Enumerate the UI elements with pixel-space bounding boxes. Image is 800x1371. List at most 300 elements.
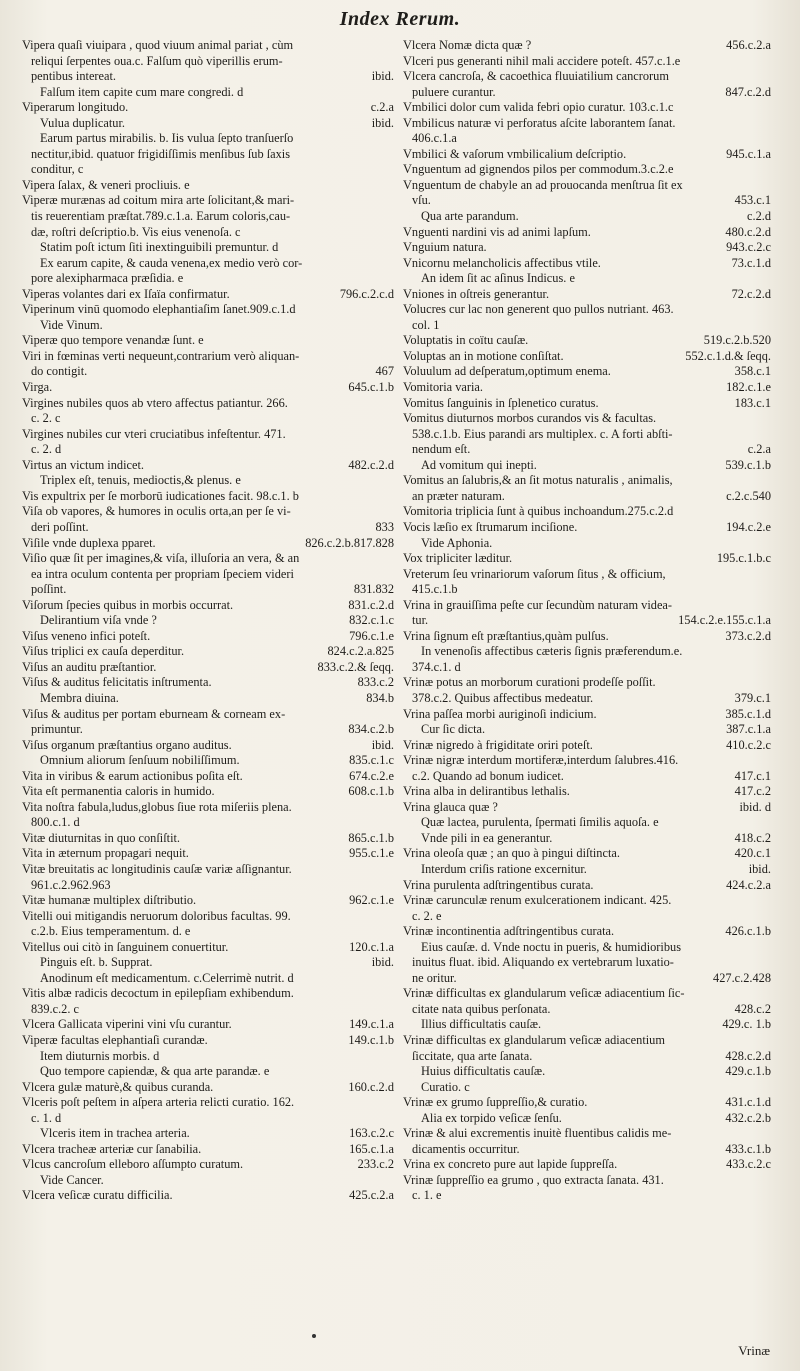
entry-text: Vomitus ſanguinis in ſplenetico curatus. bbox=[403, 395, 599, 410]
entry-line bbox=[403, 1111, 771, 1127]
page-reference: 645.c.1.b bbox=[348, 380, 394, 395]
entry-text: Vnicornu melancholicis affectibus vtile. bbox=[403, 255, 601, 270]
index-entry bbox=[403, 1157, 771, 1173]
page-reference: c.2.c.540 bbox=[726, 488, 771, 503]
index-entry bbox=[403, 862, 771, 878]
entry-line bbox=[403, 380, 771, 396]
entry-text: Vitelli oui mitigandis neruorum doloribus facultas. 99. bbox=[22, 908, 291, 923]
entry-line bbox=[403, 660, 771, 676]
entry-line bbox=[403, 815, 771, 831]
entry-line bbox=[22, 738, 394, 754]
page-reference: 480.c.2.d bbox=[725, 224, 771, 239]
page-reference: 539.c.1.b bbox=[725, 457, 771, 472]
entry-line bbox=[22, 893, 394, 909]
entry-text: Quo tempore capiendæ, & qua arte parandæ. e bbox=[40, 1064, 270, 1079]
page-reference: 410.c.2.c bbox=[726, 737, 771, 752]
page-reference: 433.c.2.c bbox=[726, 1157, 771, 1172]
page-reference: 428.c.2 bbox=[734, 1001, 771, 1016]
page-reference: 385.c.1.d bbox=[725, 706, 771, 721]
index-entry bbox=[403, 598, 771, 629]
entry-line bbox=[403, 940, 771, 956]
index-entry bbox=[22, 489, 394, 505]
index-entry bbox=[403, 1173, 771, 1204]
entry-text: Vreterum ſeu vrinariorum vaſorum ſitus , & officium, bbox=[403, 566, 666, 581]
index-entry bbox=[22, 1064, 394, 1080]
entry-line bbox=[403, 1017, 771, 1033]
entry-text: Vrinæ difficultas ex glandularum veſicæ adiacentium bbox=[403, 1033, 665, 1047]
index-entry bbox=[403, 753, 771, 784]
index-entry bbox=[403, 69, 771, 100]
entry-text: Vlceris item in trachea arteria. bbox=[40, 1126, 190, 1141]
index-entry bbox=[403, 1126, 771, 1157]
entry-line bbox=[22, 1064, 394, 1080]
index-entry bbox=[403, 240, 771, 256]
entry-text: do contigit. bbox=[31, 364, 88, 379]
page-reference: 387.c.1.a bbox=[726, 722, 771, 737]
entry-line bbox=[403, 193, 771, 209]
index-entry bbox=[22, 769, 394, 785]
entry-text: pentibus intereat. bbox=[31, 69, 117, 84]
index-entry bbox=[403, 100, 771, 116]
entry-line bbox=[403, 69, 771, 85]
entry-line bbox=[22, 302, 394, 318]
index-entry bbox=[22, 349, 394, 380]
index-entry bbox=[22, 1033, 394, 1049]
entry-text: Vrinæ difficultas ex glandularum veſicæ adiacentium ſic- bbox=[403, 986, 685, 1001]
entry-text: Viperas volantes dari ex Iſaïa confirmatur. bbox=[22, 286, 230, 301]
index-entry bbox=[22, 380, 394, 396]
page-reference: 945.c.1.a bbox=[726, 146, 771, 161]
index-entry bbox=[403, 54, 771, 70]
entry-text: an præter naturam. bbox=[412, 488, 505, 503]
page-reference: ibid. bbox=[371, 955, 394, 970]
entry-line bbox=[22, 862, 394, 878]
index-entry bbox=[403, 893, 771, 924]
entry-line bbox=[22, 878, 394, 894]
entry-text: Vrinæ nigredo à frigiditate oriri poteſt. bbox=[403, 737, 593, 752]
index-entry bbox=[22, 691, 394, 707]
index-entry bbox=[403, 271, 771, 287]
entry-line bbox=[403, 333, 771, 349]
page-reference: 72.c.2.d bbox=[731, 286, 771, 301]
entry-line bbox=[22, 100, 394, 116]
entry-line bbox=[403, 924, 771, 940]
entry-line bbox=[22, 769, 394, 785]
page-reference: 426.c.1.b bbox=[725, 924, 771, 939]
entry-line bbox=[22, 675, 394, 691]
page-reference: 433.c.1.b bbox=[725, 1141, 771, 1156]
index-entry bbox=[403, 940, 771, 987]
index-entry bbox=[403, 924, 771, 940]
entry-line bbox=[403, 971, 771, 987]
entry-line bbox=[403, 209, 771, 225]
entry-text: Vrina ſignum eſt præſtantius,quàm pulſus. bbox=[403, 628, 609, 643]
index-entry bbox=[22, 707, 394, 738]
index-entry bbox=[403, 520, 771, 536]
page-reference: 429.c.1.b bbox=[725, 1064, 771, 1079]
entry-line bbox=[403, 878, 771, 894]
entry-text: Vlcera tracheæ arteriæ cur ſanabilia. bbox=[22, 1141, 202, 1156]
index-entry bbox=[403, 380, 771, 396]
entry-line bbox=[403, 955, 771, 971]
entry-text: 406.c.1.a bbox=[412, 131, 457, 146]
entry-line bbox=[403, 287, 771, 303]
entry-line bbox=[22, 971, 394, 987]
page-reference: 424.c.2.a bbox=[726, 877, 771, 892]
entry-text: Vomitus an ſalubris,& an ſit motus naturalis , animalis, bbox=[403, 473, 673, 488]
entry-line bbox=[22, 1080, 394, 1096]
page-reference: c.2.a bbox=[370, 100, 394, 115]
page-reference: c.2.a bbox=[747, 442, 771, 457]
entry-text: Vomitoria varia. bbox=[403, 380, 483, 395]
entry-line bbox=[22, 380, 394, 396]
index-entry bbox=[22, 116, 394, 132]
page-reference: 847.c.2.d bbox=[725, 84, 771, 99]
entry-text: 961.c.2.962.963 bbox=[31, 877, 111, 892]
index-entry bbox=[403, 116, 771, 147]
index-entry bbox=[22, 675, 394, 691]
entry-text: citate nata quibus perſonata. bbox=[412, 1001, 551, 1016]
entry-text: 374.c.1. d bbox=[412, 659, 461, 674]
page-reference: 120.c.1.a bbox=[349, 939, 394, 954]
entry-text: Vnguentum ad gignendos pilos per commodum.3.c.2.e bbox=[403, 162, 674, 177]
entry-line bbox=[22, 1157, 394, 1173]
entry-line bbox=[22, 582, 394, 598]
entry-line bbox=[403, 862, 771, 878]
index-entry bbox=[403, 800, 771, 816]
index-entry bbox=[22, 1017, 394, 1033]
entry-line bbox=[403, 396, 771, 412]
entry-text: Vniones in oſtreis generantur. bbox=[403, 286, 550, 301]
entry-text: Vlceri pus generanti nihil mali accidere poteſt. 457.c.1.e bbox=[403, 53, 681, 68]
entry-text: c. 1. d bbox=[31, 1110, 62, 1125]
index-entry bbox=[22, 1126, 394, 1142]
entry-text: Vnguium natura. bbox=[403, 240, 487, 255]
page-reference: 73.c.1.d bbox=[731, 255, 771, 270]
index-entry bbox=[403, 1111, 771, 1127]
entry-text: pore alexipharmaca præſidia. e bbox=[31, 271, 184, 286]
entry-line bbox=[22, 598, 394, 614]
entry-line bbox=[403, 1033, 771, 1049]
entry-text: 800.c.1. d bbox=[31, 815, 80, 830]
entry-line bbox=[403, 225, 771, 241]
entry-line bbox=[403, 1049, 771, 1065]
index-entry bbox=[22, 1188, 394, 1204]
index-entry bbox=[403, 458, 771, 474]
entry-text: Vita noſtra fabula,ludus,globus ſiue rota miſeriis plena. bbox=[22, 799, 292, 814]
entry-line bbox=[403, 131, 771, 147]
entry-text: Virga. bbox=[22, 380, 53, 395]
page-reference: 943.c.2.c bbox=[726, 240, 771, 255]
index-entry bbox=[403, 473, 771, 504]
index-entry bbox=[403, 831, 771, 847]
index-entry bbox=[403, 815, 771, 831]
entry-text: Viſus & auditus felicitatis inſtrumenta. bbox=[22, 675, 212, 690]
page-reference: 428.c.2.d bbox=[725, 1048, 771, 1063]
entry-text: Vox tripliciter læditur. bbox=[403, 551, 513, 566]
index-entry bbox=[403, 1080, 771, 1096]
entry-text: Interdum criſis ratione excernitur. bbox=[421, 861, 587, 876]
entry-text: Membra diuina. bbox=[40, 690, 119, 705]
index-entry bbox=[403, 333, 771, 349]
entry-line bbox=[403, 302, 771, 318]
entry-text: Viſus & auditus per portam eburneam & corneam ex- bbox=[22, 706, 286, 721]
entry-line bbox=[403, 1188, 771, 1204]
entry-text: nectitur,ibid. quatuor frigidiſſimis menſibus ſub ſaxis bbox=[31, 146, 291, 161]
index-entry bbox=[403, 784, 771, 800]
entry-text: Vita in æternum propagari nequit. bbox=[22, 846, 189, 861]
entry-text: Vrinæ carunculæ renum exulcerationem indicant. 425. bbox=[403, 893, 672, 908]
entry-text: Vipera ſalax, & veneri procliuis. e bbox=[22, 177, 190, 192]
entry-line bbox=[22, 1033, 394, 1049]
entry-text: Vlcera gulæ maturè,& quibus curanda. bbox=[22, 1079, 214, 1094]
index-entry bbox=[22, 986, 394, 1017]
index-entry bbox=[22, 1080, 394, 1096]
entry-text: Vmbilici dolor cum valida febri opio curatur. 103.c.1.c bbox=[403, 100, 674, 115]
entry-line bbox=[403, 256, 771, 272]
entry-line bbox=[403, 520, 771, 536]
entry-line bbox=[22, 831, 394, 847]
index-entry bbox=[403, 504, 771, 520]
entry-line bbox=[403, 707, 771, 723]
page-reference: 427.c.2.428 bbox=[713, 970, 771, 985]
entry-text: Viſus organum præſtantius organo auditus. bbox=[22, 737, 232, 752]
entry-text: Vlcera veſicæ curatu difficilia. bbox=[22, 1188, 173, 1203]
index-entry bbox=[22, 551, 394, 598]
page-reference: 420.c.1 bbox=[734, 846, 771, 861]
page-reference: 183.c.1 bbox=[734, 395, 771, 410]
entry-text: tis reuerentiam præſtat.789.c.1.a. Earum coloris,cau- bbox=[31, 209, 291, 224]
index-entry bbox=[403, 396, 771, 412]
index-entry bbox=[403, 302, 771, 333]
entry-line bbox=[403, 411, 771, 427]
page-reference: 373.c.2.d bbox=[725, 628, 771, 643]
page-reference: 154.c.2.e.155.c.1.a bbox=[678, 613, 771, 628]
index-entry bbox=[403, 147, 771, 163]
entry-text: Virgines nubiles quos ab vtero affectus patiantur. 266. bbox=[22, 395, 288, 410]
entry-line bbox=[403, 753, 771, 769]
entry-text: c. 2. c bbox=[31, 411, 61, 426]
entry-text: An idem ſit ac aſinus Indicus. e bbox=[421, 271, 575, 286]
entry-line bbox=[403, 784, 771, 800]
entry-line bbox=[22, 1002, 394, 1018]
index-entry bbox=[22, 598, 394, 614]
entry-line bbox=[403, 147, 771, 163]
index-entry bbox=[403, 1033, 771, 1064]
entry-line bbox=[403, 364, 771, 380]
entry-line bbox=[403, 271, 771, 287]
entry-line bbox=[403, 1173, 771, 1189]
running-head: Index Rerum. bbox=[339, 8, 461, 30]
entry-line bbox=[22, 1142, 394, 1158]
entry-text: Virgines nubiles cur vteri cruciatibus infeſtentur. 471. bbox=[22, 426, 286, 441]
index-entry bbox=[22, 131, 394, 178]
entry-line bbox=[403, 178, 771, 194]
ink-mark bbox=[312, 1334, 316, 1338]
entry-line bbox=[22, 85, 394, 101]
index-entry bbox=[403, 225, 771, 241]
index-entry bbox=[22, 629, 394, 645]
entry-line bbox=[403, 1002, 771, 1018]
entry-text: Vrina alba in delirantibus lethalis. bbox=[403, 784, 570, 799]
catchword: Vrinæ bbox=[738, 1343, 770, 1358]
index-entry bbox=[22, 955, 394, 971]
index-entry bbox=[22, 256, 394, 287]
entry-line bbox=[403, 769, 771, 785]
entry-line bbox=[22, 753, 394, 769]
index-entry bbox=[403, 178, 771, 209]
entry-line bbox=[403, 1142, 771, 1158]
page-reference: 418.c.2 bbox=[734, 830, 771, 845]
page-reference: ibid. d bbox=[739, 799, 771, 814]
entry-text: 538.c.1.b. Eius parandi ars multiplex. c. A forti abſti- bbox=[412, 426, 673, 441]
entry-text: Viſa ob vapores, & humores in oculis orta,an per ſe vi- bbox=[22, 504, 291, 519]
entry-text: Viſio quæ ſit per imagines,& viſa, illuſoria an vera, & an bbox=[22, 551, 300, 566]
index-entry bbox=[403, 878, 771, 894]
entry-text: Illius difficultatis cauſæ. bbox=[421, 1017, 542, 1032]
entry-line bbox=[403, 738, 771, 754]
entry-line bbox=[403, 240, 771, 256]
entry-text: dæ, roſtri deſcriptio.b. Vis eius venenoſa. c bbox=[31, 224, 241, 239]
entry-text: Vlceris poſt peſtem in aſpera arteria relicti curatio. 162. bbox=[22, 1095, 295, 1110]
entry-text: Vrinæ & alui excrementis inuitè fluentibus calidis me- bbox=[403, 1126, 672, 1141]
entry-line bbox=[403, 349, 771, 365]
page-reference: ibid. bbox=[371, 737, 394, 752]
index-entry bbox=[403, 986, 771, 1017]
page-reference: c.2.d bbox=[747, 209, 771, 224]
entry-line bbox=[403, 162, 771, 178]
entry-text: Vide Aphonia. bbox=[421, 535, 493, 550]
entry-line bbox=[403, 986, 771, 1002]
entry-text: Vnde pili in ea generantur. bbox=[421, 830, 553, 845]
page-reference: 833.c.2.& ſeqq. bbox=[317, 659, 394, 674]
index-entry bbox=[22, 302, 394, 318]
entry-line bbox=[22, 287, 394, 303]
index-entry bbox=[22, 473, 394, 489]
index-entry bbox=[22, 427, 394, 458]
entry-line bbox=[403, 1064, 771, 1080]
entry-line bbox=[22, 1111, 394, 1127]
page-reference: 955.c.1.e bbox=[349, 846, 394, 861]
entry-text: Vitæ breuitatis ac longitudinis cauſæ variæ aſſignantur. bbox=[22, 861, 292, 876]
entry-text: Viperæ quo tempore venandæ ſunt. e bbox=[22, 333, 204, 348]
index-entry bbox=[22, 536, 394, 552]
index-entry bbox=[22, 1142, 394, 1158]
entry-line bbox=[403, 85, 771, 101]
entry-text: conditur, c bbox=[31, 162, 84, 177]
entry-text: reliqui ſerpentes oua.c. Falſum quò viperillis erum- bbox=[31, 53, 283, 68]
entry-text: c. 2. d bbox=[31, 442, 62, 457]
index-entry bbox=[22, 613, 394, 629]
entry-text: Viperarum longitudo. bbox=[22, 100, 129, 115]
entry-line bbox=[22, 629, 394, 645]
page-reference: 432.c.2.b bbox=[725, 1110, 771, 1125]
right-column bbox=[403, 38, 771, 1204]
index-entry bbox=[403, 411, 771, 458]
page-reference: 962.c.1.e bbox=[349, 893, 394, 908]
entry-text: Voluulum ad deſperatum,optimum enema. bbox=[403, 364, 611, 379]
entry-text: Vlcera Nomæ dicta quæ ? bbox=[403, 38, 532, 52]
page-reference: 826.c.2.b.817.828 bbox=[305, 535, 394, 550]
page-reference: 482.c.2.d bbox=[348, 457, 394, 472]
entry-line bbox=[22, 69, 394, 85]
entry-text: inuitus fluat. ibid. Aliquando ex vertebrarum luxatio- bbox=[412, 955, 674, 970]
entry-line bbox=[22, 722, 394, 738]
page-reference: 835.c.1.c bbox=[349, 753, 394, 768]
entry-text: Vipera quaſi viuipara , quod viuum animal pariat , cùm bbox=[22, 38, 294, 52]
entry-line bbox=[403, 427, 771, 443]
entry-line bbox=[403, 909, 771, 925]
page-reference: 833 bbox=[375, 519, 394, 534]
page-reference: 165.c.1.a bbox=[349, 1141, 394, 1156]
index-entry bbox=[22, 862, 394, 893]
entry-text: deri poſſint. bbox=[31, 519, 89, 534]
page-reference: 431.c.1.d bbox=[725, 1095, 771, 1110]
entry-text: Falſum item capite cum mare congredi. d bbox=[40, 84, 244, 99]
entry-text: Vitellus oui citò in ſanguinem conuertitur. bbox=[22, 939, 229, 954]
index-entry bbox=[22, 644, 394, 660]
entry-text: nendum eſt. bbox=[412, 442, 471, 457]
index-entry bbox=[403, 722, 771, 738]
entry-line bbox=[22, 800, 394, 816]
page-reference: 467 bbox=[375, 364, 394, 379]
entry-text: primuntur. bbox=[31, 722, 83, 737]
entry-text: Vrina glauca quæ ? bbox=[403, 799, 498, 814]
entry-line bbox=[22, 1095, 394, 1111]
entry-line bbox=[22, 54, 394, 70]
entry-text: Vlcera cancroſa, & cacoethica fluuiatilium cancrorum bbox=[403, 69, 669, 84]
index-entry bbox=[22, 193, 394, 240]
entry-text: Vnguenti nardini vis ad animi lapſum. bbox=[403, 224, 591, 239]
page-reference: 182.c.1.e bbox=[726, 380, 771, 395]
page-reference: ibid. bbox=[371, 69, 394, 84]
entry-text: 839.c.2. c bbox=[31, 1001, 79, 1016]
index-entry bbox=[22, 287, 394, 303]
entry-text: Vnguentum de chabyle an ad prouocanda menſtrua ſit ex bbox=[403, 177, 683, 192]
entry-line bbox=[403, 1157, 771, 1173]
entry-line bbox=[22, 909, 394, 925]
entry-text: Viſorum ſpecies quibus in morbis occurrat. bbox=[22, 597, 234, 612]
entry-line bbox=[22, 271, 394, 287]
entry-line bbox=[22, 131, 394, 147]
index-entry bbox=[22, 100, 394, 116]
index-entry bbox=[403, 675, 771, 706]
index-entry bbox=[22, 784, 394, 800]
index-entry bbox=[403, 707, 771, 723]
entry-line bbox=[22, 955, 394, 971]
entry-line bbox=[403, 831, 771, 847]
entry-line bbox=[22, 644, 394, 660]
page-reference: ibid. bbox=[748, 861, 771, 876]
index-entry bbox=[22, 396, 394, 427]
index-entry bbox=[403, 162, 771, 178]
entry-text: Anodinum eſt medicamentum. c.Celerrimè nutrit. d bbox=[40, 970, 294, 985]
index-entry bbox=[403, 364, 771, 380]
entry-text: Vrina purulenta adſtringentibus curata. bbox=[403, 877, 594, 892]
entry-text: Vitæ diuturnitas in quo conſiſtit. bbox=[22, 830, 181, 845]
page-reference: 379.c.1 bbox=[734, 690, 771, 705]
index-entry bbox=[22, 971, 394, 987]
entry-line bbox=[403, 473, 771, 489]
entry-line bbox=[22, 504, 394, 520]
entry-text: Vomitus diuturnos morbos curandos vis & facultas. bbox=[403, 411, 657, 426]
page-reference: 832.c.1.c bbox=[349, 613, 394, 628]
entry-text: Triplex eſt, tenuis, medioctis,& plenus. e bbox=[40, 473, 241, 488]
index-entry bbox=[403, 1017, 771, 1033]
index-entry bbox=[403, 536, 771, 552]
entry-line bbox=[22, 427, 394, 443]
entry-text: Viſus an auditu præſtantior. bbox=[22, 659, 157, 674]
